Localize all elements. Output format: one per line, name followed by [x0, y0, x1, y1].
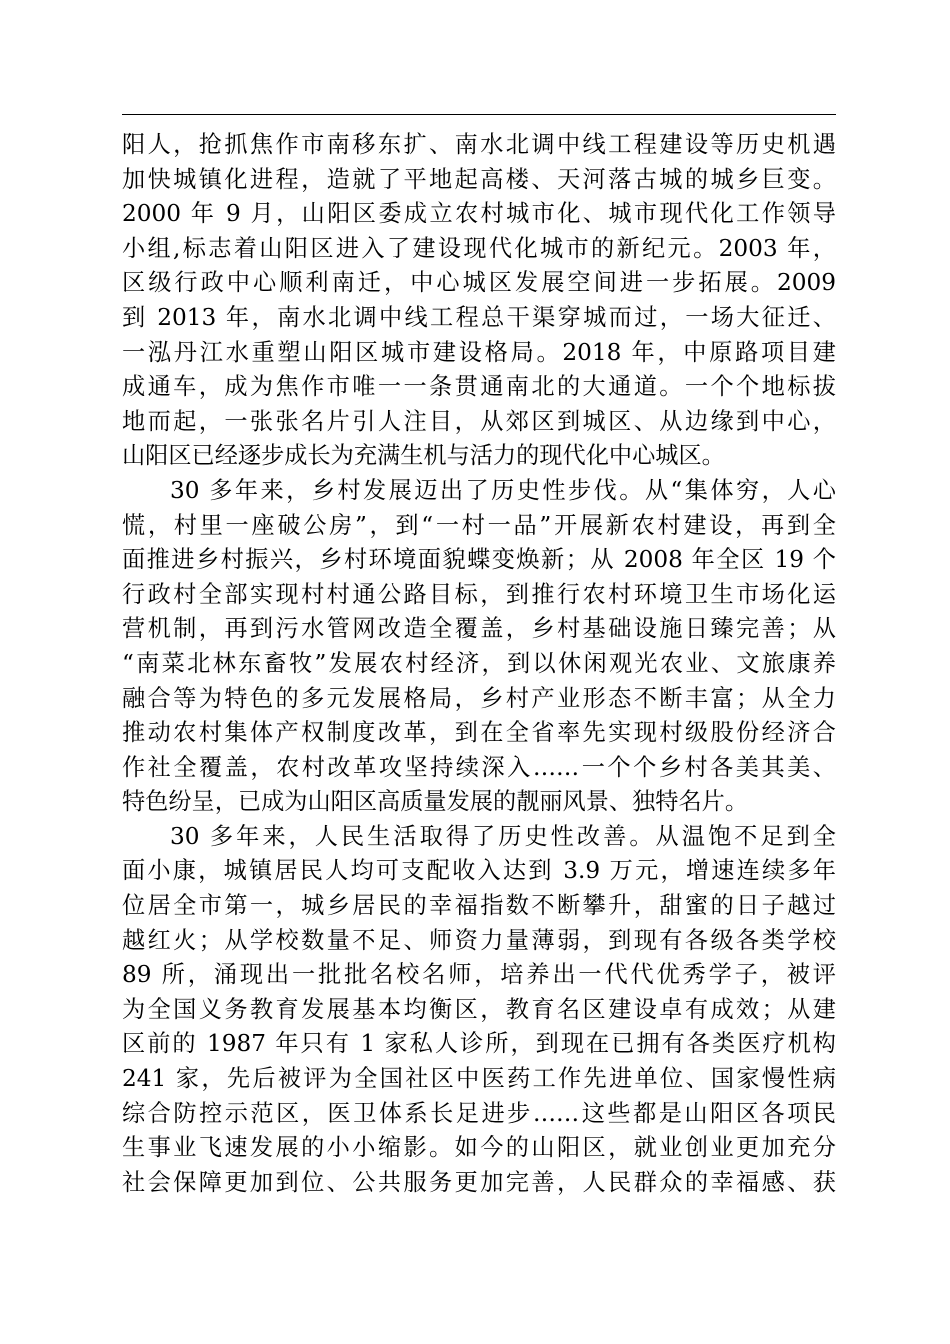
text-line: 成通车，成为焦作市唯一一条贯通南北的大通道。一个个地标拔 — [122, 373, 836, 401]
text-line: 慌，村里一座破公房”，到“一村一品”开展新农村建设，再到全 — [122, 511, 836, 539]
text-line: “南菜北林东畜牧”发展农村经济，到以休闲观光农业、文旅康养 — [122, 649, 836, 677]
text-line: 241 家，先后被评为全国社区中医药工作先进单位、国家慢性病 — [122, 1065, 836, 1093]
paragraph-end-line: 山阳区已经逐步成长为充满生机与活力的现代化中心城区。 — [122, 442, 725, 470]
text-line: 一泓丹江水重塑山阳区城市建设格局。2018 年，中原路项目建 — [122, 338, 836, 366]
text-line: 2000 年 9 月，山阳区委成立农村城市化、城市现代化工作领导 — [122, 200, 836, 228]
text-line: 区级行政中心顺利南迁，中心城区发展空间进一步拓展。2009 — [122, 269, 836, 297]
text-line: 社会保障更加到位、公共服务更加完善，人民群众的幸福感、获 — [122, 1168, 836, 1196]
text-line: 面推进乡村振兴，乡村环境面貌蝶变焕新；从 2008 年全区 19 个 — [122, 546, 836, 574]
text-line: 融合等为特色的多元发展格局，乡村产业形态不断丰富；从全力 — [122, 684, 836, 712]
text-line: 为全国义务教育发展基本均衡区，教育名区建设卓有成效；从建 — [122, 995, 836, 1023]
paragraph-first-line: 30 多年来，人民生活取得了历史性改善。从温饱不足到全 — [170, 822, 836, 850]
text-line: 到 2013 年，南水北调中线工程总干渠穿城而过，一场大征迁、 — [122, 303, 836, 331]
text-line: 作社全覆盖，农村改革攻坚持续深入……一个个乡村各美其美、 — [122, 753, 836, 781]
text-line: 位居全市第一，城乡居民的幸福指数不断攀升，甜蜜的日子越过 — [122, 892, 836, 920]
header-rule — [122, 114, 836, 115]
text-line: 越红火；从学校数量不足、师资力量薄弱，到现有各级各类学校 — [122, 926, 836, 954]
text-line: 营机制，再到污水管网改造全覆盖，乡村基础设施日臻完善；从 — [122, 615, 836, 643]
text-line: 地而起，一张张名片引人注目，从郊区到城区、从边缘到中心， — [122, 407, 836, 435]
text-line: 区前的 1987 年只有 1 家私人诊所，到现在已拥有各类医疗机构 — [122, 1030, 836, 1058]
text-line: 综合防控示范区，医卫体系长足进步……这些都是山阳区各项民 — [122, 1099, 836, 1127]
text-line: 阳人，抢抓焦作市南移东扩、南水北调中线工程建设等历史机遇 — [122, 131, 836, 158]
text-line: 面小康，城镇居民人均可支配收入达到 3.9 万元，增速连续多年 — [122, 857, 836, 885]
text-line: 行政村全部实现村村通公路目标，到推行农村环境卫生市场化运 — [122, 580, 836, 608]
text-line: 89 所，涌现出一批批名校名师，培养出一代代优秀学子，被评 — [122, 961, 836, 989]
paragraph-first-line: 30 多年来，乡村发展迈出了历史性步伐。从“集体穷，人心 — [170, 476, 836, 504]
paragraph-end-line: 特色纷呈，已成为山阳区高质量发展的靓丽风景、独特名片。 — [122, 788, 749, 816]
text-line: 推动农村集体产权制度改革，到在全省率先实现村级股份经济合 — [122, 719, 836, 747]
text-line: 小组,标志着山阳区进入了建设现代化城市的新纪元。2003 年， — [122, 234, 836, 262]
text-line: 加快城镇化进程，造就了平地起高楼、天河落古城的城乡巨变。 — [122, 165, 836, 193]
text-line: 生事业飞速发展的小小缩影。如今的山阳区，就业创业更加充分 — [122, 1134, 836, 1162]
document-body — [122, 128, 836, 1200]
